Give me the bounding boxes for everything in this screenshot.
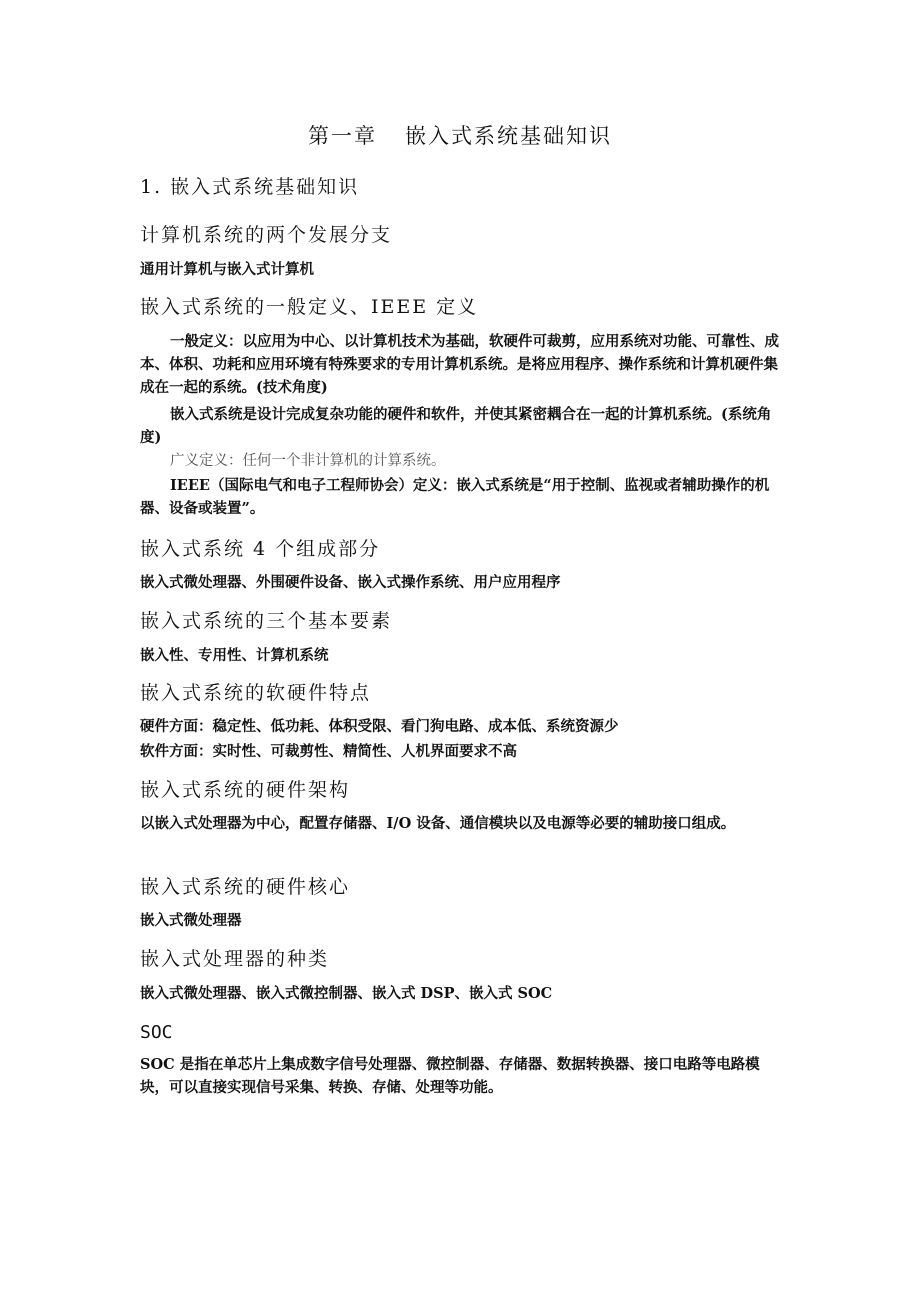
heading-types: 嵌入式处理器的种类 <box>140 948 330 970</box>
heading-branches: 计算机系统的两个发展分支 <box>140 224 393 246</box>
heading-definition: 嵌入式系统的一般定义、IEEE 定义 <box>140 296 479 318</box>
text-types: 嵌入式微处理器、嵌入式微控制器、嵌入式 DSP、嵌入式 SOC <box>140 985 553 1002</box>
heading-core: 嵌入式系统的硬件核心 <box>140 876 351 898</box>
text-software-features: 软件方面：实时性、可裁剪性、精简性、人机界面要求不高 <box>140 743 517 760</box>
text-system-definition: 嵌入式系统是设计完成复杂功能的硬件和软件，并使其紧密耦合在一起的计算机系统。(系统角度) <box>140 406 772 446</box>
chapter-name: 嵌入式系统基础知识 <box>405 124 612 148</box>
text-branches: 通用计算机与嵌入式计算机 <box>140 261 314 278</box>
text-hardware-features: 硬件方面：稳定性、低功耗、体积受限、看门狗电路、成本低、系统资源少 <box>140 718 619 735</box>
heading-features: 嵌入式系统的软硬件特点 <box>140 682 372 704</box>
heading-architecture: 嵌入式系统的硬件架构 <box>140 779 351 801</box>
text-general-definition: 一般定义：以应用为中心、以计算机技术为基础，软硬件可裁剪，应用系统对功能、可靠性、成本、体积、功耗和应用环境有特殊要求的专用计算机系统。是将应用程序、操作系统和计算机硬件集成在一起的系统。(技术角度) <box>140 333 779 396</box>
heading-soc: SOC <box>140 1022 173 1043</box>
heading-components: 嵌入式系统 4 个组成部分 <box>140 538 381 560</box>
text-ieee-definition: IEEE（国际电气和电子工程师协会）定义：嵌入式系统是“用于控制、监视或者辅助操作的机器、设备或装置”。 <box>140 477 770 517</box>
text-elements: 嵌入性、专用性、计算机系统 <box>140 647 329 664</box>
text-soc: SOC 是指在单芯片上集成数字信号处理器、微控制器、存储器、数据转换器、接口电路等电路模块，可以直接实现信号采集、转换、存储、处理等功能。 <box>140 1056 760 1096</box>
text-broad-definition: 广义定义：任何一个非计算机的计算系统。 <box>170 453 446 469</box>
text-core: 嵌入式微处理器 <box>140 912 242 929</box>
text-components: 嵌入式微处理器、外围硬件设备、嵌入式操作系统、用户应用程序 <box>140 574 561 591</box>
heading-elements: 嵌入式系统的三个基本要素 <box>140 610 393 632</box>
section-title: 1. 嵌入式系统基础知识 <box>140 176 360 198</box>
chapter-number: 第一章 <box>308 124 377 148</box>
text-architecture: 以嵌入式处理器为中心，配置存储器、I/O 设备、通信模块以及电源等必要的辅助接口组成。 <box>140 815 736 832</box>
page-title <box>0 120 920 150</box>
